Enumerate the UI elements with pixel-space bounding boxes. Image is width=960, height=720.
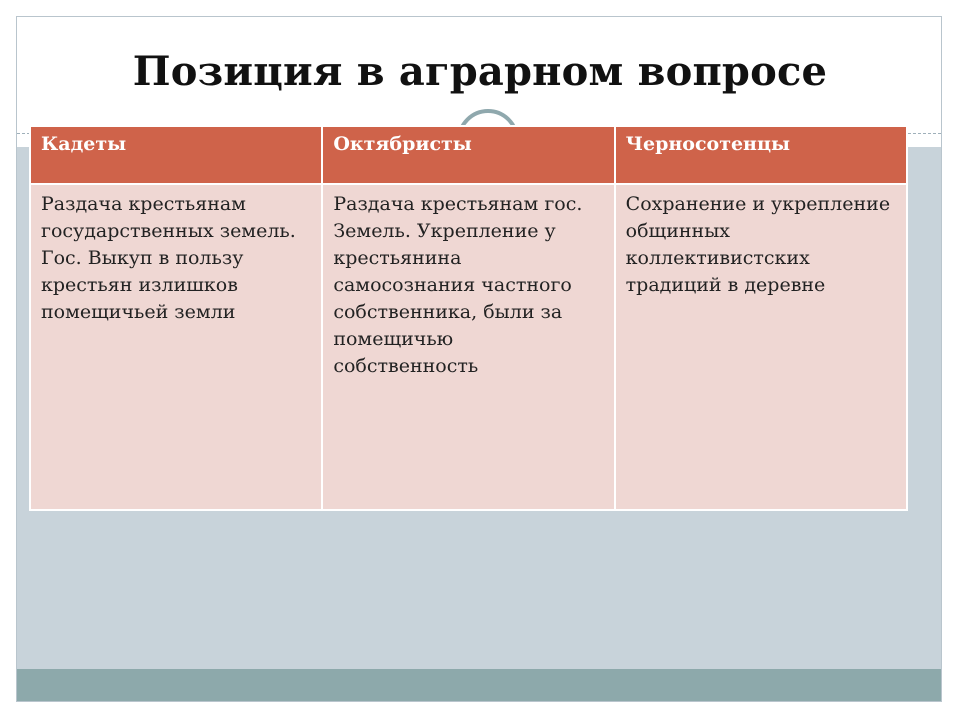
bottom-bar: [17, 669, 941, 701]
table-row: [30, 184, 907, 510]
header-black-hundreds: Черносотенцы: [615, 126, 907, 184]
cell-octobrists: Раздача крестьянам гос. Земель. Укрепление у крестьянина самосознания частного собственника, были за помещичью собственность: [322, 184, 614, 510]
cell-black-hundreds: Сохранение и укрепление общинных коллективистских традиций в деревне: [615, 184, 907, 510]
table-header-row: [30, 126, 907, 184]
header-octobrists: Октябристы: [322, 126, 614, 184]
slide-title: Позиция в аграрном вопросе: [132, 48, 828, 95]
cell-cadets: Раздача крестьянам государственных земель. Гос. Выкуп в пользу крестьян излишков помещичьей земли: [30, 184, 322, 510]
positions-table: [29, 125, 908, 511]
header-cadets: Кадеты: [30, 126, 322, 184]
